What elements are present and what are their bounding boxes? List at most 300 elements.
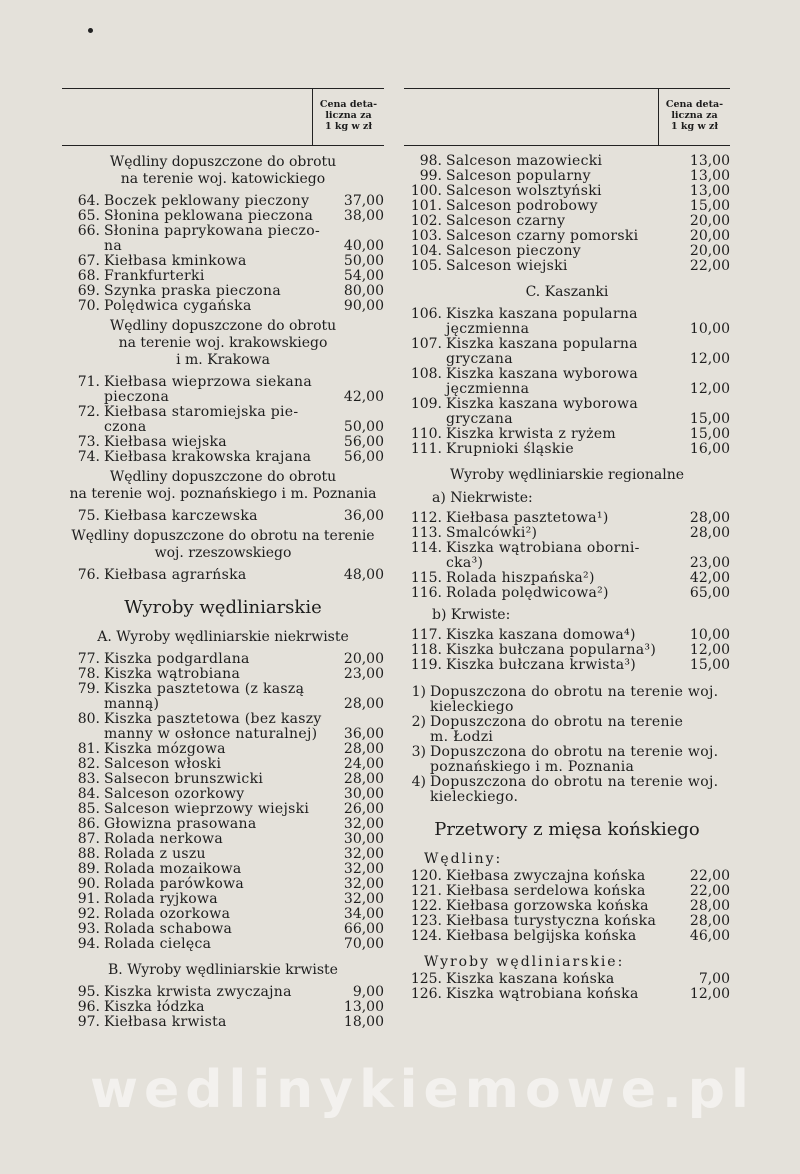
item-number: 119. — [410, 657, 442, 673]
list-item — [62, 832, 384, 847]
list-item — [62, 450, 384, 465]
item-number: 113. — [410, 525, 442, 541]
item-name: Kiszka podgardlana — [104, 651, 250, 667]
list-item — [62, 284, 384, 299]
list-item — [62, 922, 384, 937]
item-name: Smalcówki²) — [446, 525, 538, 541]
right-content — [404, 154, 730, 1002]
item-number: 92. — [77, 906, 100, 922]
list-item — [404, 397, 730, 427]
list-item — [404, 154, 730, 169]
item-price: 36,00 — [343, 726, 384, 742]
item-number: 111. — [410, 441, 442, 457]
list-item — [62, 375, 384, 405]
item-name: Dopuszczona do obrotu na terenie woj. poznańskiego i m. Poznania — [430, 744, 719, 775]
subsection-heading: a) Niekrwiste: — [432, 490, 533, 506]
item-name: Rolada parówkowa — [104, 876, 245, 892]
table-header-right — [404, 88, 730, 146]
item-price: 56,00 — [343, 449, 384, 465]
item-name: Słonina peklowana pieczona — [104, 208, 314, 224]
item-name: Polędwica cygańska — [104, 298, 252, 314]
item-number: 112. — [410, 510, 442, 526]
item-price: 42,00 — [689, 570, 730, 586]
item-number: 124. — [410, 928, 442, 944]
item-list — [62, 375, 384, 465]
list-item — [404, 259, 730, 274]
item-price: 28,00 — [343, 771, 384, 787]
footnote — [404, 715, 730, 745]
section-heading: Wędliny dopuszczone do obrotu na terenie woj. krakowskiego i m. Krakowa — [109, 318, 337, 368]
item-name: Salceson czarny pomorski — [446, 228, 639, 244]
item-name: Rolada hiszpańska²) — [446, 570, 595, 586]
item-number: 122. — [410, 898, 442, 914]
list-item — [62, 892, 384, 907]
item-price: 12,00 — [689, 986, 730, 1002]
item-name: Rolada ozorkowa — [104, 906, 231, 922]
list-item — [62, 209, 384, 224]
item-number: 105. — [410, 258, 442, 274]
list-item — [404, 541, 730, 571]
list-item — [62, 509, 384, 524]
item-number: 1) — [411, 684, 426, 700]
item-number: 118. — [410, 642, 442, 658]
item-number: 123. — [410, 913, 442, 929]
item-name: Kiszka kaszana popularna gryczana — [446, 336, 638, 367]
item-name: Szynka praska pieczona — [104, 283, 281, 299]
item-price: 80,00 — [343, 283, 384, 299]
list-item — [404, 169, 730, 184]
item-number: 69. — [77, 283, 100, 299]
item-price: 23,00 — [343, 666, 384, 682]
footnote — [404, 775, 730, 805]
item-price: 46,00 — [689, 928, 730, 944]
item-name: Salceson czarny — [446, 213, 566, 229]
watermark: wedlinykiemowe.pl — [90, 1060, 755, 1120]
item-number: 101. — [410, 198, 442, 214]
item-price: 54,00 — [343, 268, 384, 284]
list-item — [404, 184, 730, 199]
item-name: Kiełbasa wiejska — [104, 434, 227, 450]
item-number: 88. — [77, 846, 100, 862]
list-item — [404, 899, 730, 914]
item-name: Kiełbasa krwista — [104, 1014, 227, 1030]
item-name: Rolada schabowa — [104, 921, 233, 937]
item-list — [404, 307, 730, 457]
list-item — [404, 511, 730, 526]
item-number: 66. — [77, 223, 100, 239]
price-column-header: Cena deta- liczna za 1 kg w zł — [312, 89, 384, 145]
item-name: Kiszka pasztetowa (z kaszą manną) — [104, 681, 305, 712]
item-name: Kiszka kaszana końska — [446, 971, 615, 987]
footnotes — [404, 685, 730, 805]
list-item — [62, 254, 384, 269]
price-column-header: Cena deta- liczna za 1 kg w zł — [658, 89, 730, 145]
item-price: 20,00 — [689, 243, 730, 259]
item-number: 94. — [77, 936, 100, 952]
list-item — [404, 658, 730, 673]
list-item — [62, 862, 384, 877]
item-number: 99. — [419, 168, 442, 184]
list-item — [404, 869, 730, 884]
list-item — [62, 877, 384, 892]
item-number: 121. — [410, 883, 442, 899]
item-price: 22,00 — [689, 883, 730, 899]
item-number: 82. — [77, 756, 100, 772]
list-item — [62, 1000, 384, 1015]
item-price: 42,00 — [343, 389, 384, 405]
item-list — [62, 652, 384, 952]
item-number: 78. — [77, 666, 100, 682]
item-number: 3) — [411, 744, 426, 760]
item-number: 96. — [77, 999, 100, 1015]
item-name: Dopuszczona do obrotu na terenie woj. kieleckiego — [430, 684, 719, 715]
item-number: 95. — [77, 984, 100, 1000]
item-name: Frankfurterki — [104, 268, 205, 284]
item-name: Salsecon brunszwicki — [104, 771, 264, 787]
item-price: 20,00 — [689, 228, 730, 244]
list-item — [404, 972, 730, 987]
list-item — [62, 269, 384, 284]
item-list — [62, 985, 384, 1030]
item-number: 72. — [77, 404, 100, 420]
list-item — [404, 884, 730, 899]
item-name: Rolada nerkowa — [104, 831, 223, 847]
item-name: Kiełbasa turystyczna końska — [446, 913, 657, 929]
list-item — [62, 802, 384, 817]
subsection-heading: Wyroby wędliniarskie: — [424, 954, 625, 970]
subsection-heading: B. Wyroby wędliniarskie krwiste — [108, 962, 338, 978]
item-price: 28,00 — [343, 696, 384, 712]
list-item — [62, 405, 384, 435]
item-price: 10,00 — [689, 321, 730, 337]
item-number: 115. — [410, 570, 442, 586]
ink-dot — [88, 28, 93, 33]
item-price: 32,00 — [343, 816, 384, 832]
item-price: 32,00 — [343, 861, 384, 877]
item-price: 56,00 — [343, 434, 384, 450]
item-number: 102. — [410, 213, 442, 229]
item-number: 68. — [77, 268, 100, 284]
subsection-heading: b) Krwiste: — [432, 607, 511, 623]
footnote — [404, 685, 730, 715]
item-price: 12,00 — [689, 351, 730, 367]
list-item — [404, 229, 730, 244]
subsection-heading: Wyroby wędliniarskie regionalne — [449, 467, 685, 483]
item-name: Dopuszczona do obrotu na terenie m. Łodzi — [430, 714, 684, 745]
list-item — [62, 568, 384, 583]
list-item — [62, 907, 384, 922]
list-item — [404, 987, 730, 1002]
item-number: 64. — [77, 193, 100, 209]
item-number: 91. — [77, 891, 100, 907]
subsection-heading: C. Kaszanki — [525, 284, 609, 300]
list-item — [404, 367, 730, 397]
item-price: 28,00 — [343, 741, 384, 757]
item-name: Rolada cielęca — [104, 936, 212, 952]
item-name: Kiszka wątrobiana — [104, 666, 241, 682]
item-name: Salceson wiejski — [446, 258, 568, 274]
item-price: 50,00 — [343, 419, 384, 435]
item-price: 15,00 — [689, 198, 730, 214]
item-name: Kiszka wątrobiana końska — [446, 986, 639, 1002]
item-number: 126. — [410, 986, 442, 1002]
item-list — [62, 194, 384, 314]
list-item — [404, 244, 730, 259]
item-price: 40,00 — [343, 238, 384, 254]
item-name: Kiszka krwista zwyczajna — [104, 984, 292, 1000]
item-price: 20,00 — [689, 213, 730, 229]
item-number: 83. — [77, 771, 100, 787]
left-column — [62, 88, 384, 1030]
list-item — [62, 742, 384, 757]
item-price: 22,00 — [689, 258, 730, 274]
list-item — [62, 224, 384, 254]
item-name: Boczek peklowany pieczony — [104, 193, 310, 209]
item-list — [404, 869, 730, 944]
list-item — [404, 571, 730, 586]
item-number: 65. — [77, 208, 100, 224]
item-price: 13,00 — [689, 183, 730, 199]
item-name: Salceson wieprzowy wiejski — [104, 801, 310, 817]
item-price: 13,00 — [343, 999, 384, 1015]
item-number: 2) — [411, 714, 426, 730]
item-name: Kiełbasa krakowska krajana — [104, 449, 312, 465]
item-number: 86. — [77, 816, 100, 832]
list-item — [404, 914, 730, 929]
item-name: Rolada ryjkowa — [104, 891, 218, 907]
item-number: 98. — [419, 153, 442, 169]
item-name: Salceson pieczony — [446, 243, 582, 259]
subsection-heading: A. Wyroby wędliniarskie niekrwiste — [97, 629, 349, 645]
list-item — [62, 817, 384, 832]
list-item — [404, 337, 730, 367]
item-price: 15,00 — [689, 411, 730, 427]
item-price: 12,00 — [689, 381, 730, 397]
item-number: 73. — [77, 434, 100, 450]
item-list — [62, 509, 384, 524]
list-item — [62, 985, 384, 1000]
item-name: Dopuszczona do obrotu na terenie woj. kieleckiego. — [430, 774, 719, 805]
list-item — [62, 1015, 384, 1030]
list-item — [404, 628, 730, 643]
list-item — [404, 199, 730, 214]
item-price: 66,00 — [343, 921, 384, 937]
item-number: 81. — [77, 741, 100, 757]
chapter-heading: Wyroby wędliniarskie — [124, 597, 322, 618]
item-name: Kiełbasa agrarńska — [104, 567, 247, 583]
item-number: 85. — [77, 801, 100, 817]
item-name: Kiszka bułczana popularna³) — [446, 642, 657, 658]
item-list — [62, 568, 384, 583]
item-number: 70. — [77, 298, 100, 314]
item-name: Kiszka łódzka — [104, 999, 205, 1015]
item-number: 116. — [410, 585, 442, 601]
item-name: Kiełbasa wieprzowa siekana pieczona — [104, 374, 312, 405]
list-item — [62, 757, 384, 772]
item-name: Salceson popularny — [446, 168, 591, 184]
item-number: 108. — [410, 366, 442, 382]
item-number: 104. — [410, 243, 442, 259]
item-price: 18,00 — [343, 1014, 384, 1030]
list-item — [62, 435, 384, 450]
list-item — [404, 526, 730, 541]
item-price: 34,00 — [343, 906, 384, 922]
item-price: 12,00 — [689, 642, 730, 658]
list-item — [62, 194, 384, 209]
item-number: 89. — [77, 861, 100, 877]
item-name: Kiełbasa zwyczajna końska — [446, 868, 646, 884]
item-price: 15,00 — [689, 657, 730, 673]
item-price: 30,00 — [343, 831, 384, 847]
item-list — [404, 154, 730, 274]
list-item — [404, 442, 730, 457]
item-number: 79. — [77, 681, 100, 697]
list-item — [62, 652, 384, 667]
list-item — [62, 667, 384, 682]
item-number: 103. — [410, 228, 442, 244]
item-price: 70,00 — [343, 936, 384, 952]
item-price: 13,00 — [689, 168, 730, 184]
item-price: 20,00 — [343, 651, 384, 667]
item-number: 76. — [77, 567, 100, 583]
item-price: 28,00 — [689, 913, 730, 929]
item-price: 32,00 — [343, 846, 384, 862]
item-name: Kiszka pasztetowa (bez kaszy manny w osłonce naturalnej) — [104, 711, 322, 742]
list-item — [404, 929, 730, 944]
item-name: Kiszka kaszana domowa⁴) — [446, 627, 636, 643]
item-name: Salceson ozorkowy — [104, 786, 245, 802]
footnote — [404, 745, 730, 775]
item-name: Kiszka wątrobiana oborni- cka³) — [446, 540, 640, 571]
item-name: Salceson podrobowy — [446, 198, 598, 214]
item-price: 28,00 — [689, 525, 730, 541]
list-item — [62, 299, 384, 314]
item-price: 15,00 — [689, 426, 730, 442]
item-price: 37,00 — [343, 193, 384, 209]
list-item — [62, 712, 384, 742]
item-name: Krupnioki śląskie — [446, 441, 575, 457]
item-number: 75. — [77, 508, 100, 524]
item-price: 32,00 — [343, 876, 384, 892]
item-name: Rolada z uszu — [104, 846, 206, 862]
item-name: Kiszka krwista z ryżem — [446, 426, 616, 442]
item-number: 74. — [77, 449, 100, 465]
item-name: Salceson wolsztyński — [446, 183, 602, 199]
item-name: Kiszka kaszana popularna jęczmienna — [446, 306, 638, 337]
left-content — [62, 154, 384, 1030]
item-number: 110. — [410, 426, 442, 442]
item-price: 28,00 — [689, 898, 730, 914]
item-price: 50,00 — [343, 253, 384, 269]
item-name: Rolada polędwicowa²) — [446, 585, 609, 601]
list-item — [404, 643, 730, 658]
item-name: Kiełbasa karczewska — [104, 508, 258, 524]
item-price: 26,00 — [343, 801, 384, 817]
item-number: 93. — [77, 921, 100, 937]
item-name: Słonina paprykowana pieczo- na — [104, 223, 320, 254]
item-number: 120. — [410, 868, 442, 884]
item-price: 32,00 — [343, 891, 384, 907]
item-price: 30,00 — [343, 786, 384, 802]
item-price: 48,00 — [343, 567, 384, 583]
subsection-heading: Wędliny: — [424, 851, 503, 867]
item-price: 7,00 — [698, 971, 730, 987]
item-name: Salceson włoski — [104, 756, 222, 772]
item-number: 87. — [77, 831, 100, 847]
section-heading: Wędliny dopuszczone do obrotu na terenie woj. poznańskiego i m. Poznania — [69, 469, 377, 502]
item-name: Kiełbasa kminkowa — [104, 253, 247, 269]
item-number: 107. — [410, 336, 442, 352]
item-price: 28,00 — [689, 510, 730, 526]
item-name: Kiszka bułczana krwista³) — [446, 657, 637, 673]
item-price: 36,00 — [343, 508, 384, 524]
list-item — [62, 682, 384, 712]
section-heading: Wędliny dopuszczone do obrotu na terenie woj. katowickiego — [109, 154, 337, 187]
item-price: 13,00 — [689, 153, 730, 169]
item-list — [404, 972, 730, 1002]
item-price: 38,00 — [343, 208, 384, 224]
item-number: 90. — [77, 876, 100, 892]
item-number: 97. — [77, 1014, 100, 1030]
item-name: Kiełbasa gorzowska końska — [446, 898, 649, 914]
item-name: Głowizna prasowana — [104, 816, 257, 832]
list-item — [62, 937, 384, 952]
item-name: Kiszka mózgowa — [104, 741, 226, 757]
item-name: Kiełbasa serdelowa końska — [446, 883, 646, 899]
item-price: 65,00 — [689, 585, 730, 601]
item-name: Rolada mozaikowa — [104, 861, 242, 877]
item-list — [404, 511, 730, 601]
list-item — [62, 787, 384, 802]
item-number: 117. — [410, 627, 442, 643]
item-name: Kiełbasa belgijska końska — [446, 928, 637, 944]
item-price: 24,00 — [343, 756, 384, 772]
item-number: 106. — [410, 306, 442, 322]
list-item — [404, 427, 730, 442]
item-price: 16,00 — [689, 441, 730, 457]
list-item — [62, 772, 384, 787]
item-price: 23,00 — [689, 555, 730, 571]
item-number: 77. — [77, 651, 100, 667]
item-price: 22,00 — [689, 868, 730, 884]
item-number: 84. — [77, 786, 100, 802]
item-number: 114. — [410, 540, 442, 556]
item-number: 100. — [410, 183, 442, 199]
item-price: 10,00 — [689, 627, 730, 643]
item-name: Salceson mazowiecki — [446, 153, 603, 169]
list-item — [404, 586, 730, 601]
item-price: 9,00 — [352, 984, 384, 1000]
list-item — [404, 214, 730, 229]
item-name: Kiszka kaszana wyborowa gryczana — [446, 396, 638, 427]
item-price: 90,00 — [343, 298, 384, 314]
item-number: 125. — [410, 971, 442, 987]
item-number: 71. — [77, 374, 100, 390]
item-number: 80. — [77, 711, 100, 727]
section-heading: Wędliny dopuszczone do obrotu na terenie woj. rzeszowskiego — [71, 528, 375, 561]
list-item — [62, 847, 384, 862]
table-header-left — [62, 88, 384, 146]
item-name: Kiełbasa pasztetowa¹) — [446, 510, 609, 526]
item-number: 109. — [410, 396, 442, 412]
list-item — [404, 307, 730, 337]
chapter-heading: Przetwory z mięsa końskiego — [434, 819, 700, 840]
item-name: Kiełbasa staromiejska pie- czona — [104, 404, 299, 435]
item-list — [404, 628, 730, 673]
item-number: 4) — [411, 774, 426, 790]
item-name: Kiszka kaszana wyborowa jęczmienna — [446, 366, 638, 397]
item-number: 67. — [77, 253, 100, 269]
